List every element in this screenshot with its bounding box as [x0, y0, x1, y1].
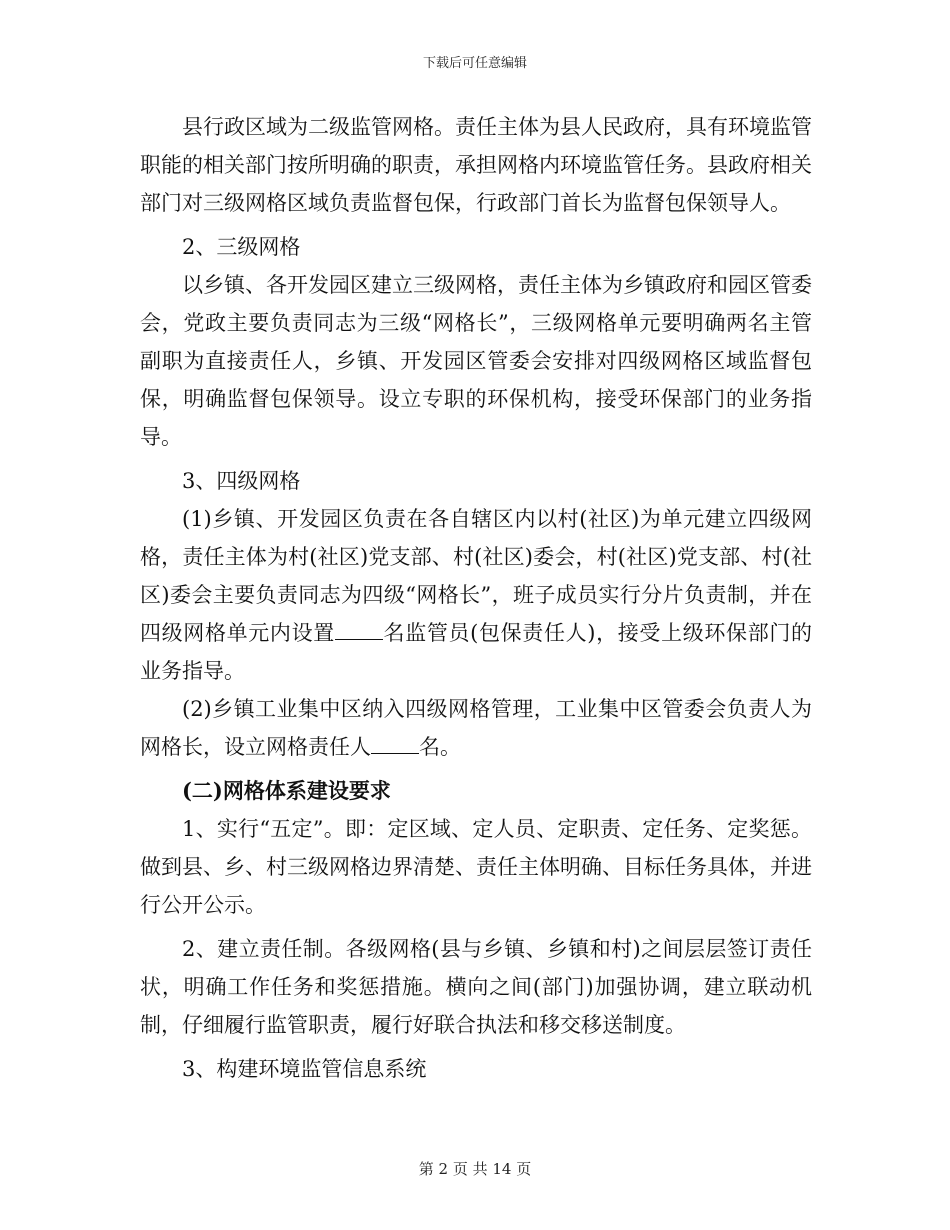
item2-text-after: 名。 — [419, 735, 461, 759]
fill-in-blank — [371, 735, 419, 754]
page-footer: 第 2 页 共 14 页 — [418, 1160, 532, 1178]
heading-level4-grid: 3、四级网格 — [182, 469, 301, 493]
section-heading-requirements: (二)网格体系建设要求 — [182, 778, 391, 803]
document-body — [140, 108, 812, 1088]
page-header: 下载后可任意编辑 — [422, 56, 527, 71]
heading-info-system: 3、构建环境监管信息系统 — [182, 1057, 427, 1081]
paragraph-county-grid: 县行政区域为二级监管网格。责任主体为县人民政府，具有环境监管职能的相关部门按所明确的职责，承担网格内环境监管任务。县政府相关部门对三级网格区域负责监督包保，行政部门首长为监督包保领导人。 — [140, 115, 812, 215]
item1-text-after: 名监管员(包保责任人)，接受上级环保部门的业务指导。 — [140, 621, 813, 683]
item2-text-before: (2)乡镇工业集中区纳入四级网格管理，工业集中区管委会负责人为网格长，设立网格责任人 — [140, 697, 812, 759]
paragraph-responsibility: 2、建立责任制。各级网格(县与乡镇、乡镇和村)之间层层签订责任状，明确工作任务和奖惩措施。横向之间(部门)加强协调，建立联动机制，仔细履行监管职责，履行好联合执法和移交移送制度。 — [140, 937, 812, 1037]
fill-in-blank — [335, 621, 383, 640]
paragraph-level3-grid: 以乡镇、各开发园区建立三级网格，责任主体为乡镇政府和园区管委会，党政主要负责同志为三级“网格长”，三级网格单元要明确两名主管副职为直接责任人，乡镇、开发园区管委会安排对四级网格区域监督包保，明确监督包保领导。设立专职的环保机构，接受环保部门的业务指导。 — [140, 273, 812, 449]
paragraph-level4-item2 — [140, 690, 812, 766]
paragraph-five-fixed: 1、实行“五定”。即：定区域、定人员、定职责、定任务、定奖惩。做到县、乡、村三级网格边界清楚、责任主体明确、目标任务具体，并进行公开公示。 — [140, 817, 812, 917]
item1-text-before: (1)乡镇、开发园区负责在各自辖区内以村(社区)为单元建立四级网格，责任主体为村(社区)党支部、村(社区)委会，村(社区)党支部、村(社区)委会主要负责同志为四级“网格长”，班子成员实行分片负责制，并在四级网格单元内设置 — [140, 507, 812, 645]
heading-level3-grid: 2、三级网格 — [182, 235, 301, 259]
paragraph-level4-item1 — [140, 500, 812, 690]
